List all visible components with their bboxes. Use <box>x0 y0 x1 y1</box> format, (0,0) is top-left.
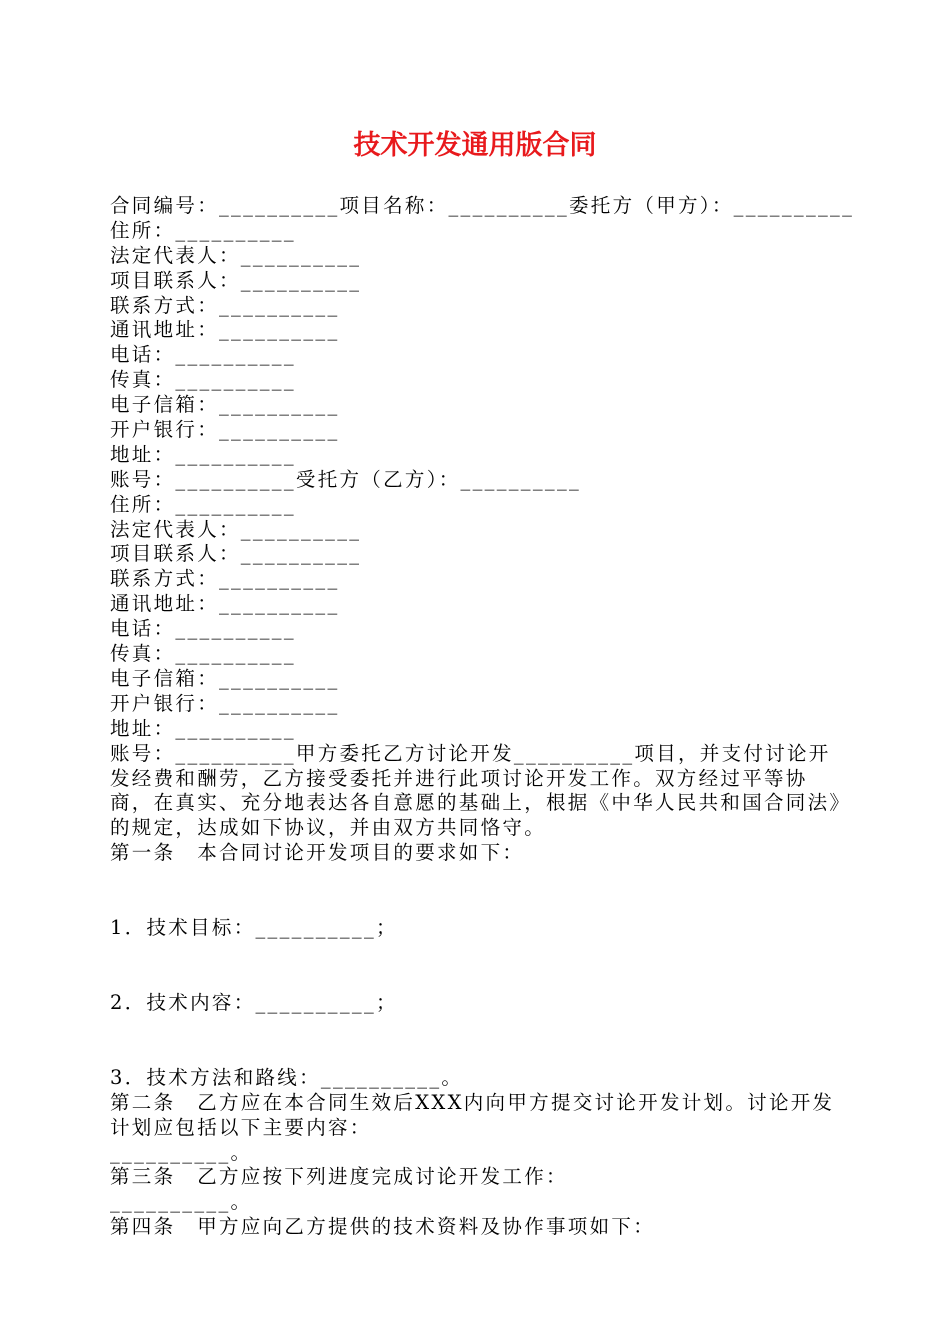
document-title: 技术开发通用版合同 <box>353 130 597 161</box>
party-b-address: 住所：__________ <box>110 492 296 516</box>
party-a-fax: 传真：__________ <box>110 368 296 392</box>
article-1: 第一条 本合同讨论开发项目的要求如下： <box>110 841 525 865</box>
party-a-mailing-address: 通讯地址：__________ <box>110 318 340 342</box>
spacer <box>110 866 845 916</box>
article-3-blank: __________。 <box>110 1190 253 1214</box>
spacer <box>110 1016 845 1066</box>
party-b-fax: 传真：__________ <box>110 642 296 666</box>
party-b-project-contact: 项目联系人：__________ <box>110 542 362 566</box>
party-a-bank-address: 地址：__________ <box>110 442 296 466</box>
item-1-tech-goal: 1．技术目标：__________； <box>110 916 398 940</box>
party-a-bank: 开户银行：__________ <box>110 418 340 442</box>
party-a-legal-rep: 法定代表人：__________ <box>110 243 362 267</box>
party-a-fields <box>110 219 845 468</box>
party-a-email: 电子信箱：__________ <box>110 393 340 417</box>
party-b-contact-method: 联系方式：__________ <box>110 567 340 591</box>
item-3-tech-method: 3．技术方法和路线：__________。 <box>110 1065 464 1089</box>
party-a-contact-method: 联系方式：__________ <box>110 293 340 317</box>
preamble-paragraph: 账号：__________甲方委托乙方讨论开发__________项目，并支付讨论开发经费和酬劳，乙方接受委托并进行此项讨论开发工作。双方经过平等协商，在真实、充分地表达各自意愿的基础上，根据《中华人民共和国合同法》的规定，达成如下协议，并由双方共同恪守。 <box>110 741 842 840</box>
article-2-blank: __________。 <box>110 1140 253 1164</box>
article-2: 第二条 乙方应在本合同生效后XXX内向甲方提交讨论开发计划。讨论开发计划应包括以下主要内容： <box>110 1090 835 1139</box>
party-b-email: 电子信箱：__________ <box>110 666 340 690</box>
item-2-tech-content: 2．技术内容：__________； <box>110 991 398 1014</box>
party-b-mailing-address: 通讯地址：__________ <box>110 592 340 616</box>
party-b-bank-address: 地址：__________ <box>110 716 296 740</box>
header-line: 合同编号：__________项目名称：__________委托方（甲方）：__________ <box>110 194 855 217</box>
spacer <box>110 941 845 991</box>
party-b-phone: 电话：__________ <box>110 617 296 641</box>
contract-body <box>110 194 855 1240</box>
account-a-line: 账号：__________受托方（乙方）：__________ <box>110 467 582 491</box>
party-a-project-contact: 项目联系人：__________ <box>110 268 362 292</box>
party-b-bank: 开户银行：__________ <box>110 691 340 715</box>
party-a-address: 住所：__________ <box>110 218 296 242</box>
party-b-fields <box>110 493 845 742</box>
party-a-phone: 电话：__________ <box>110 343 296 367</box>
article-4: 第四条 甲方应向乙方提供的技术资料及协作事项如下： <box>110 1215 656 1239</box>
article-3: 第三条 乙方应按下列进度完成讨论开发工作： <box>110 1165 568 1189</box>
party-b-legal-rep: 法定代表人：__________ <box>110 517 362 541</box>
